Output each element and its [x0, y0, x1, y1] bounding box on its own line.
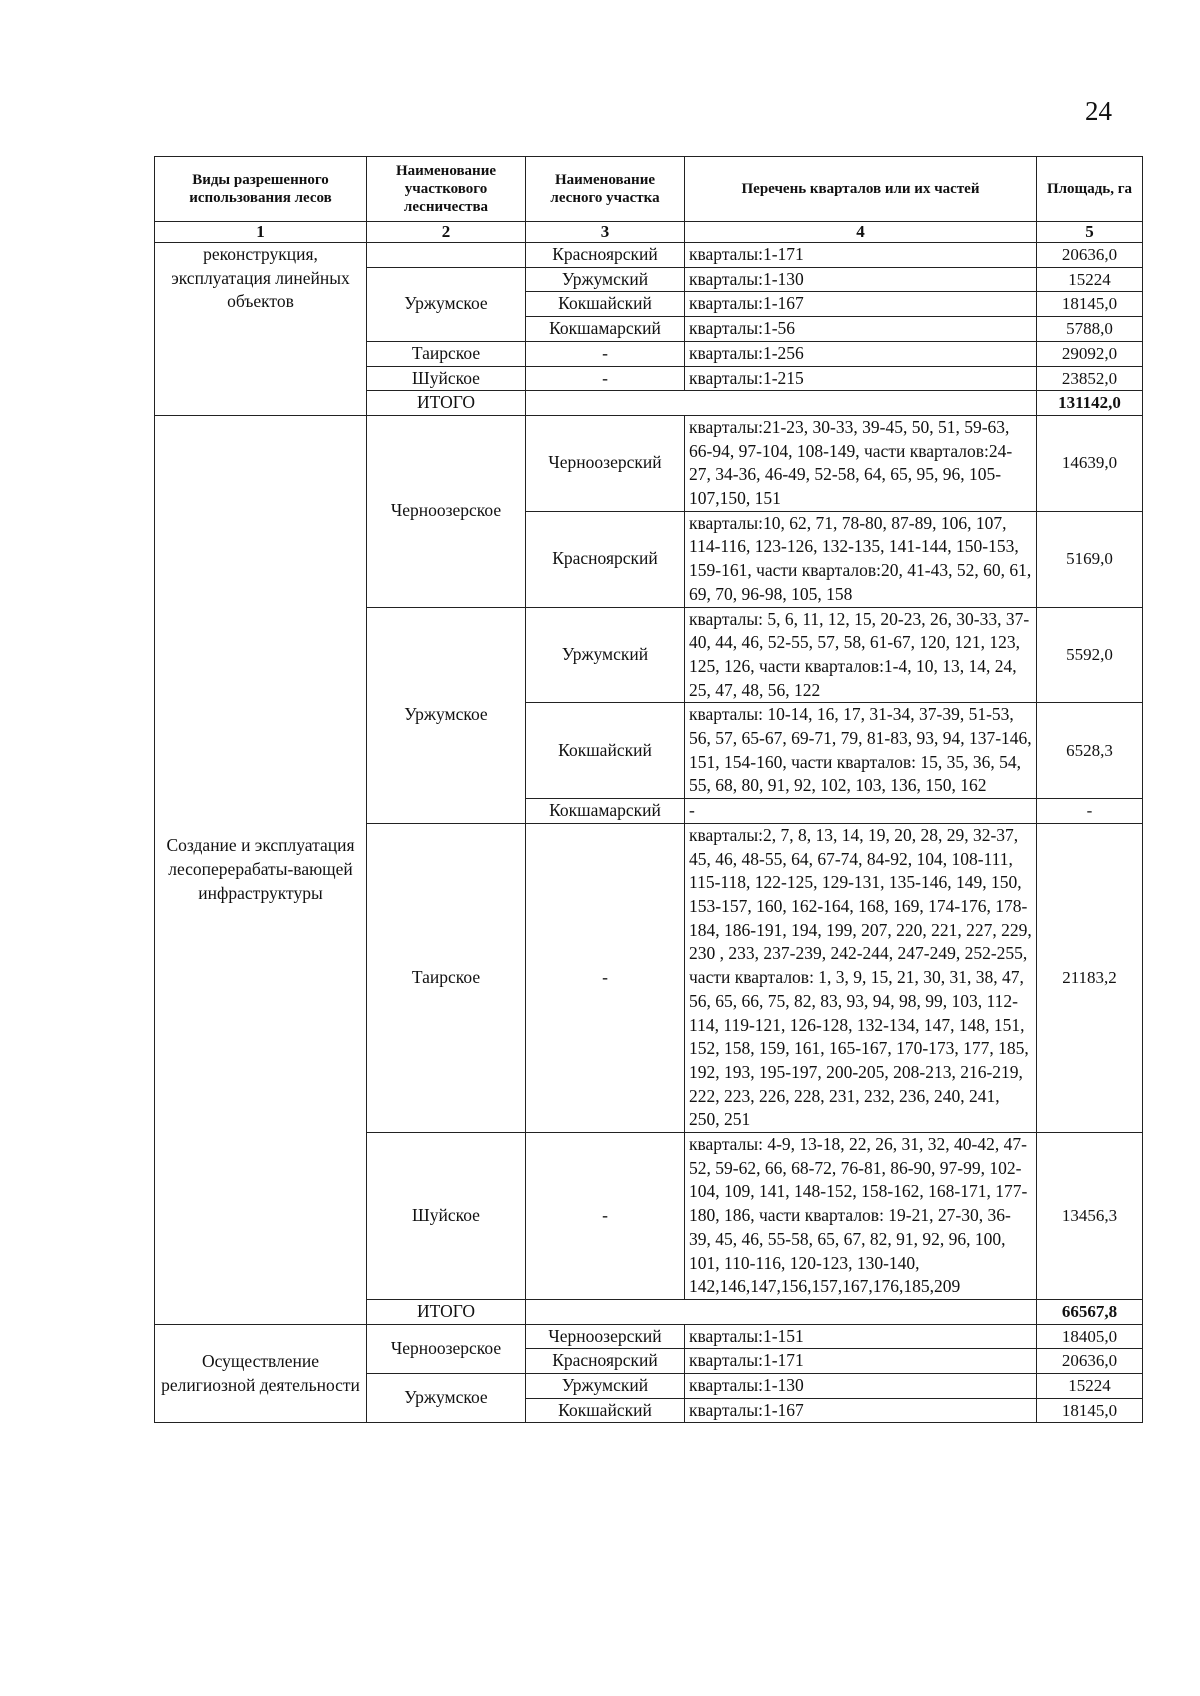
total-label: ИТОГО	[367, 391, 526, 416]
area-cell: 18145,0	[1037, 292, 1143, 317]
quarters-cell: кварталы:1-56	[685, 317, 1037, 342]
header-forest-plot: Наименование лесного участка	[526, 157, 685, 222]
forestry-cell: Уржумское	[367, 607, 526, 823]
column-number: 1	[155, 222, 367, 243]
header-area: Площадь, га	[1037, 157, 1143, 222]
column-number: 5	[1037, 222, 1143, 243]
area-cell: 20636,0	[1037, 243, 1143, 268]
total-empty	[526, 1299, 1037, 1324]
area-cell: 5592,0	[1037, 607, 1143, 703]
quarters-cell: -	[685, 799, 1037, 824]
area-cell: 20636,0	[1037, 1349, 1143, 1374]
forest-plot-cell: Кокшамарский	[526, 799, 685, 824]
forest-plot-cell: Кокшайский	[526, 703, 685, 799]
forestry-cell	[367, 243, 526, 268]
header-forestry: Наименование участкового лесничества	[367, 157, 526, 222]
header-quarters: Перечень кварталов или их частей	[685, 157, 1037, 222]
forest-plot-cell: Черноозерский	[526, 1324, 685, 1349]
use-type-cell: Осуществление религиозной деятельности	[155, 1324, 367, 1423]
forestry-cell: Уржумское	[367, 267, 526, 341]
area-cell: 29092,0	[1037, 341, 1143, 366]
page-number: 24	[1085, 96, 1112, 126]
total-area: 131142,0	[1037, 391, 1143, 416]
quarters-cell: кварталы:1-167	[685, 292, 1037, 317]
quarters-cell: кварталы: 4-9, 13-18, 22, 26, 31, 32, 40-42, 47-52, 59-62, 66, 68-72, 76-81, 86-90, 97-99, 102-104, 109, 141, 148-152, 158-162, 168-171, 177-180, 186, части кварталов: 19-21, 27-30, 36-39, 45, 46, 55-58, 65, 67, 82, 91, 92, 96, 100, 101, 110-116, 120-123, 130-140, 142,146,147,156,157,167,176,185,209	[685, 1133, 1037, 1300]
forest-plot-cell: -	[526, 366, 685, 391]
forest-plot-cell: Уржумский	[526, 607, 685, 703]
forestry-cell: Черноозерское	[367, 1324, 526, 1373]
table-row	[155, 243, 1143, 268]
forest-plot-cell: Красноярский	[526, 1349, 685, 1374]
area-cell: 14639,0	[1037, 415, 1143, 511]
quarters-cell: кварталы:1-256	[685, 341, 1037, 366]
quarters-cell: кварталы:21-23, 30-33, 39-45, 50, 51, 59-63, 66-94, 97-104, 108-149, части кварталов:24-27, 34-36, 46-49, 52-58, 64, 65, 95, 96, 105-107,150, 151	[685, 415, 1037, 511]
quarters-cell: кварталы: 10-14, 16, 17, 31-34, 37-39, 51-53, 56, 57, 65-67, 69-71, 79, 81-83, 93, 94, 137-146, 151, 154-160, части кварталов: 15, 35, 36, 54, 55, 68, 80, 91, 92, 102, 103, 136, 150, 162	[685, 703, 1037, 799]
column-number: 4	[685, 222, 1037, 243]
forestry-cell: Уржумское	[367, 1374, 526, 1423]
column-number: 3	[526, 222, 685, 243]
column-number-row	[155, 222, 1143, 243]
forestry-cell: Шуйское	[367, 1133, 526, 1300]
forest-plot-cell: Кокшамарский	[526, 317, 685, 342]
area-cell: 15224	[1037, 1374, 1143, 1399]
forestry-cell: Таирское	[367, 823, 526, 1132]
forest-plot-cell: -	[526, 823, 685, 1132]
quarters-cell: кварталы:1-215	[685, 366, 1037, 391]
use-type-cell: реконструкция, эксплуатация линейных объектов	[155, 243, 367, 416]
forestry-cell: Шуйское	[367, 366, 526, 391]
quarters-cell: кварталы:2, 7, 8, 13, 14, 19, 20, 28, 29, 32-37, 45, 46, 48-55, 64, 67-74, 84-92, 104, 108-111, 115-118, 122-125, 129-131, 135-146, 149, 150, 153-157, 160, 162-164, 168, 169, 174-176, 178-184, 186-191, 194, 199, 207, 220, 221, 227, 229, 230 , 233, 237-239, 242-244, 247-249, 252-255, части кварталов: 1, 3, 9, 15, 21, 30, 31, 38, 47, 56, 65, 66, 75, 82, 83, 93, 94, 98, 99, 103, 112-114, 119-121, 126-128, 132-134, 147, 148, 151, 152, 158, 159, 161, 165-167, 170-173, 177, 185, 192, 193, 195-197, 200-205, 208-213, 216-219, 222, 223, 226, 228, 231, 232, 236, 240, 241, 250, 251	[685, 823, 1037, 1132]
area-cell: 18405,0	[1037, 1324, 1143, 1349]
table-row	[155, 415, 1143, 511]
quarters-cell: кварталы:10, 62, 71, 78-80, 87-89, 106, 107, 114-116, 123-126, 132-135, 141-144, 150-153, 159-161, части кварталов:20, 41-43, 52, 60, 61, 69, 70, 96-98, 105, 158	[685, 511, 1037, 607]
quarters-cell: кварталы:1-130	[685, 267, 1037, 292]
column-number: 2	[367, 222, 526, 243]
forest-plot-cell: -	[526, 341, 685, 366]
area-cell: 5169,0	[1037, 511, 1143, 607]
area-cell: 6528,3	[1037, 703, 1143, 799]
quarters-cell: кварталы:1-167	[685, 1398, 1037, 1423]
total-empty	[526, 391, 1037, 416]
table-row	[155, 1324, 1143, 1349]
forest-plot-cell: -	[526, 1133, 685, 1300]
area-cell: 21183,2	[1037, 823, 1143, 1132]
forestry-cell: Таирское	[367, 341, 526, 366]
quarters-cell: кварталы:1-171	[685, 1349, 1037, 1374]
forest-plot-cell: Красноярский	[526, 511, 685, 607]
quarters-cell: кварталы: 5, 6, 11, 12, 15, 20-23, 26, 30-33, 37-40, 44, 46, 52-55, 57, 58, 61-67, 120, 121, 123, 125, 126, части кварталов:1-4, 10, 13, 14, 24, 25, 47, 48, 56, 122	[685, 607, 1037, 703]
forest-plot-cell: Кокшайский	[526, 292, 685, 317]
total-area: 66567,8	[1037, 1299, 1143, 1324]
forest-plot-cell: Уржумский	[526, 1374, 685, 1399]
area-cell: 5788,0	[1037, 317, 1143, 342]
header-row	[155, 157, 1143, 222]
quarters-cell: кварталы:1-130	[685, 1374, 1037, 1399]
use-type-cell: Создание и эксплуатация лесоперерабаты-вающей инфраструктуры	[155, 415, 367, 1324]
total-label: ИТОГО	[367, 1299, 526, 1324]
forest-plot-cell: Уржумский	[526, 267, 685, 292]
forest-use-table	[154, 156, 1143, 1423]
forest-plot-cell: Кокшайский	[526, 1398, 685, 1423]
forest-plot-cell: Черноозерский	[526, 415, 685, 511]
area-cell: -	[1037, 799, 1143, 824]
forestry-cell: Черноозерское	[367, 415, 526, 607]
quarters-cell: кварталы:1-171	[685, 243, 1037, 268]
forest-plot-cell: Красноярский	[526, 243, 685, 268]
quarters-cell: кварталы:1-151	[685, 1324, 1037, 1349]
area-cell: 15224	[1037, 267, 1143, 292]
area-cell: 23852,0	[1037, 366, 1143, 391]
header-use-type: Виды разрешенного использования лесов	[155, 157, 367, 222]
area-cell: 13456,3	[1037, 1133, 1143, 1300]
area-cell: 18145,0	[1037, 1398, 1143, 1423]
